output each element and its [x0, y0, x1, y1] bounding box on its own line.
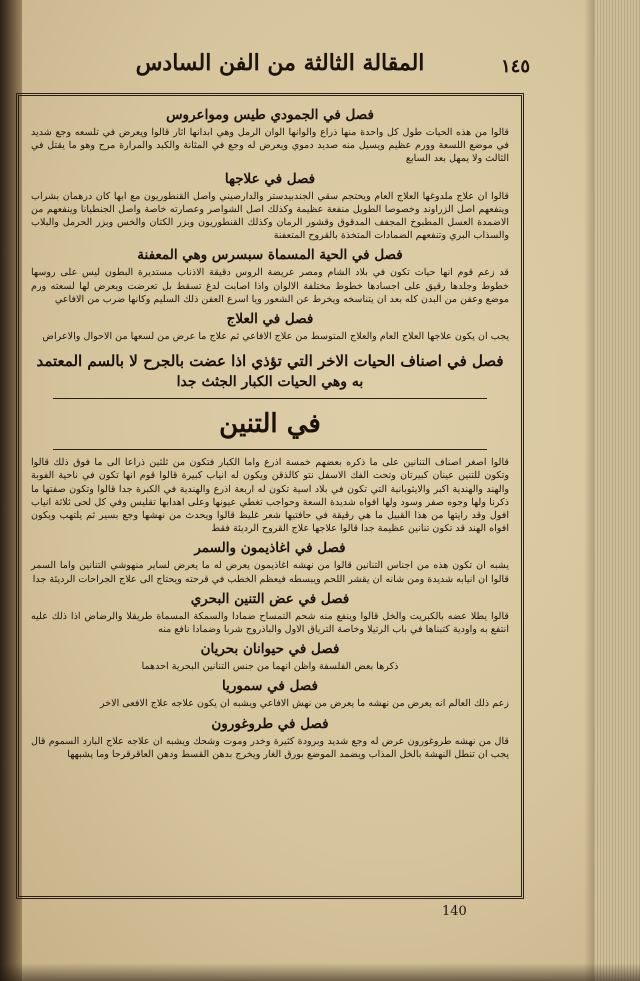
section-text: قالوا يطلا عضه بالكبريت والخل قالوا وينفع منه شحم التمساح ضمادا والسمكة المسماة طريقلا والرضاض اذا ذلك عليه انتفع به واودية كتبناها في باب الرتيلا وخاصة الترياق الاول والباذروج شربا وضمادا نافع منه: [31, 610, 509, 636]
section-text: قالوا اصغر اصناف التنانين على ما ذكره بعضهم خمسة اذرع واما الكبار فتكون من ثلثين ذراعا الى ما فوق ذلك قالوا وتكون للتنين عينان كبيرتان وتحت الفك الاسفل نتو كالذقن ويكون له انياب كبيرة قالوا قوم انها تكون في ناحية الفوبة والهند والهندية اكبر والايثوبانية التي تكون في بلاد اسية تكون له اربعة اذرع والهندية في الكبرة جدا قالوا وتكون صفتها ما ذكرنا ولها وجوه صفر وسود ولها افواه شديدة السعة وحواجب تغطي عيونها وعلى اهدابها تقليس وفي كل لحى ثلاثة انياب افول وقد رايتها من هذا القبيل ما هي رقيقة في حافتيها شعر غليظ قالوا ويحدث من نهشها وجع بسير ثم يلتهب ويكون افواه الهند قد تكون تنانين عظيمة جدا قالوا علاجها علاج القروح الرديئة فقط: [31, 457, 509, 535]
section-heading: فصل في طروغورون: [211, 715, 329, 732]
section-text: زعم ذلك العالم انه يعرض من نهشه ما يعرض من نهش الافاعي ويشبه ان يكون علاجه علاج الافعى الاخر: [99, 698, 509, 710]
divider: [53, 398, 487, 399]
running-head: المقالة الثالثة من الفن السادس: [135, 50, 425, 76]
section-heading: فصل في اغاذيمون والسمر: [194, 540, 346, 557]
chapter-title: في التنين: [219, 409, 321, 440]
section-text: قد زعم قوم انها حيات تكون في بلاد الشام ومصر عريضة الروس دقيقة الاذناب مستديرة البطون ليس على روسها خطوط وجلدها رقيق على اجسادها خطوط مختلفة الالوان واذا اصابت لدغ تسقط بل تعرضت ويعرض لها لسعته ورم موضع وعفن من البدن كله بعد ان يتناسخه ويخرط عن الشعور ويا اسرع العفن ذلك السليم وكانها ضرب من الافاعي: [31, 267, 509, 305]
divider: [53, 449, 487, 450]
section-text: ذكرها بعض الفلسفة واظن انهما من جنس التنانين البحرية احدهما: [141, 661, 399, 673]
section-text: قال من نهشه طروغورون عرض له وجع شديد وبرودة كثيرة وخدر وموت وشحك ويشبه ان علاجه علاج البارد السموم قال يجب ان تنطل النهشة بالخل المذاب ويضمد الموضع بورق الغار ويخرج بدهن القسط ودهن العاقرقرحا وما يشبهها: [31, 735, 509, 760]
chapter-heading-cont: به وهي الحيات الكبار الجثث جدا: [176, 374, 364, 391]
section-heading: فصل في الحية المسماة سبسرس وهي المعفنة: [137, 247, 403, 264]
section-text: يجب ان يكون علاجها العلاج العام والعلاج المتوسط من علاج الافاعي ثم علاج ما عرض من لسعها من الاحوال والاعراض: [42, 331, 509, 343]
section-heading: فصل في الجمودي طيس ومواعروس: [166, 107, 374, 123]
section-heading: فصل في سموريا: [222, 678, 318, 695]
section-heading: فصل في عض التنين البحري: [190, 590, 350, 607]
text-frame: [16, 93, 524, 899]
section-text: يشبه ان تكون هذه من اجناس التنانين قالوا من نهشه اغاذيمون يعرض له ما يعرض لساير منهوشي التنانين واما السمر قالوا ان انيابه شديدة ومن شانه ان يقشر اللحم ويبسطه فيعظم الخطب في قرحته ويحتاج الى علاج الجراحات الرديئة جدا: [31, 560, 509, 585]
signature-mark: 140: [442, 904, 467, 919]
chapter-heading: فصل في اصناف الحيات الاخر التي تؤذي اذا عضت بالجرح لا بالسم المعتمد: [36, 352, 504, 371]
section-heading: فصل في العلاج: [226, 311, 314, 328]
page-curl-shadow: [584, 0, 594, 981]
page-number-top: ١٤٥: [500, 56, 530, 77]
page-edges: [594, 0, 640, 981]
section-heading: فصل في علاجها: [224, 170, 316, 187]
bottom-shadow: [0, 963, 640, 981]
section-text: قالوا من هذه الحيات طول كل واحدة منها ذراع والوانها الوان الرمل وهي ابدانها اثار قالوا ويعرض في تلسعه وجع شديد في موضع اللسعة وورم عظيم ويسيل منه صديد دموي ويعرض له وجع في المثانة والكبد والمرارة مرح وهو ما يقتل في الثالث ولا يمهل بعد السابع: [31, 127, 509, 165]
section-text: قالوا ان علاج ملدوغها العلاج العام ويحتجم سقي الجندبيدستر والدارصيني واصل القنطوريون مع ابها كان درهمان بشراب وينفعهم اصل الزراوند وخصوصا الطويل منفعة عظيمة وكذلك اصل الشواصر وعصارته خاصة واصل الجنطيانا وينفعهم من الاضمدة العسل المطبوخ المجفف المدقوق وقشور الرمان وكذلك القنطوريون وبزر الكتان والخس وبزر الحرمل والبلاب والسذاب البري وتنفعهم الضمادات المتخذة بالقروح المتعفنة: [31, 190, 509, 242]
section-heading: فصل في حيوانان بحريان: [200, 641, 340, 658]
